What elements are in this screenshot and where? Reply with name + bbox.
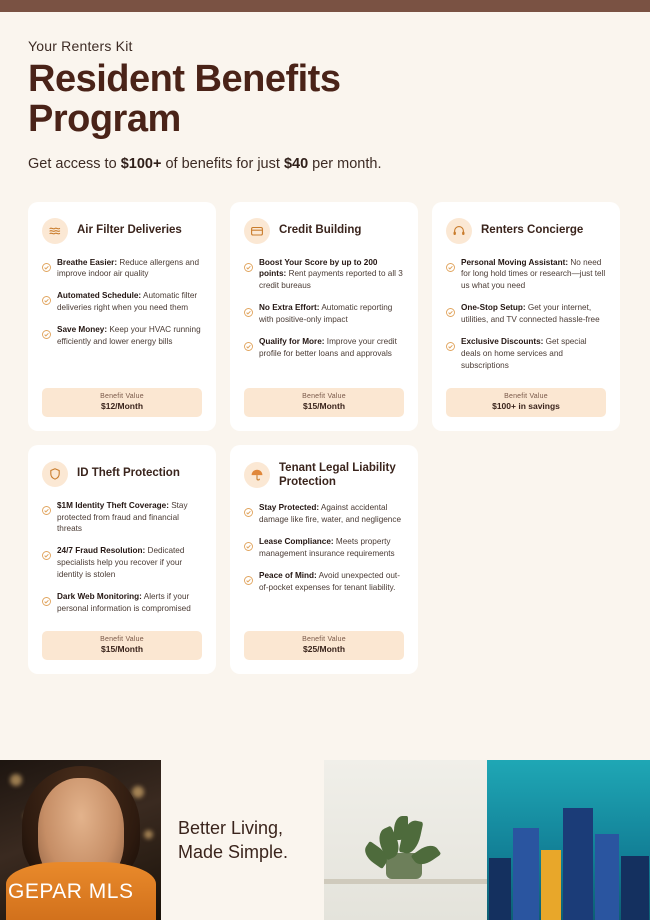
bullet-body: Stay protected from fraud and financial threats bbox=[57, 500, 188, 534]
bullet-lead: Boost Your Score by up to 200 points: bbox=[259, 257, 378, 279]
check-icon bbox=[42, 593, 51, 615]
bullet-text bbox=[259, 570, 404, 594]
bullet-item bbox=[244, 502, 404, 526]
check-icon bbox=[42, 292, 51, 314]
card-bullets bbox=[42, 257, 202, 382]
benefit-cards-grid bbox=[28, 202, 622, 674]
benefit-card[interactable] bbox=[28, 445, 216, 674]
bullet-lead: One-Stop Setup: bbox=[461, 303, 526, 313]
bullet-body: Improve your credit profile for better loans and approvals bbox=[259, 336, 397, 358]
bullet-text bbox=[57, 591, 202, 615]
air-filter-icon bbox=[42, 218, 68, 244]
check-icon bbox=[244, 572, 253, 594]
bullet-body: Alerts if your personal information is compromised bbox=[57, 592, 191, 613]
page-subtitle bbox=[28, 154, 398, 176]
subtitle-mid: of benefits for just bbox=[161, 155, 284, 172]
benefit-value-label: Benefit Value bbox=[504, 392, 548, 400]
bullet-item bbox=[244, 257, 404, 293]
card-bullets bbox=[446, 257, 606, 382]
bullet-text bbox=[259, 536, 404, 560]
subtitle-prefix: Get access to bbox=[28, 155, 121, 172]
bullet-body: Keep your HVAC running efficiently and lower energy bills bbox=[57, 325, 201, 346]
benefit-card[interactable] bbox=[230, 445, 418, 674]
benefit-value-amount: $25/Month bbox=[302, 643, 346, 654]
check-icon bbox=[244, 259, 253, 293]
bullet-text bbox=[259, 257, 404, 293]
bullet-body: Against accidental damage like fire, water, and negligence bbox=[259, 503, 402, 525]
card-bullets bbox=[244, 502, 404, 624]
subtitle-suffix: per month. bbox=[308, 155, 382, 172]
bullet-text bbox=[259, 302, 404, 326]
top-accent-bar bbox=[0, 0, 650, 12]
footer-tagline-line2: Made Simple. bbox=[178, 842, 289, 862]
bullet-body: Get your internet, utilities, and TV connected hassle-free bbox=[461, 303, 600, 325]
bullet-body: Dedicated specialists help you recover if your identity is stolen bbox=[57, 546, 185, 580]
check-icon bbox=[42, 547, 51, 581]
benefit-card[interactable] bbox=[432, 202, 620, 431]
bullet-body: Avoid unexpected out-of-pocket expenses for tenant liability. bbox=[259, 570, 400, 592]
benefit-value-amount: $15/Month bbox=[302, 400, 346, 411]
credit-card-icon bbox=[244, 218, 270, 244]
resident-photo bbox=[0, 760, 161, 920]
page-content bbox=[0, 12, 650, 674]
bullet-text bbox=[57, 545, 202, 581]
benefit-value-amount: $12/Month bbox=[100, 400, 144, 411]
bullet-item bbox=[446, 302, 606, 326]
benefit-card[interactable] bbox=[28, 202, 216, 431]
card-title: Renters Concierge bbox=[481, 224, 584, 237]
bullet-body: Automatic filter deliveries right when you need them bbox=[57, 291, 198, 313]
benefit-value-label: Benefit Value bbox=[302, 392, 346, 400]
bullet-text bbox=[57, 324, 202, 348]
shelf-shape bbox=[324, 879, 487, 884]
card-bullets bbox=[244, 257, 404, 382]
bullet-lead: Dark Web Monitoring: bbox=[57, 592, 142, 601]
bullet-item bbox=[42, 324, 202, 348]
bullet-item bbox=[42, 290, 202, 314]
bullet-item bbox=[446, 336, 606, 372]
bullet-item bbox=[446, 257, 606, 293]
bullet-text bbox=[57, 500, 202, 536]
city-skyline-photo bbox=[487, 760, 650, 920]
card-bullets bbox=[42, 500, 202, 625]
bullet-text bbox=[461, 336, 606, 372]
check-icon bbox=[244, 538, 253, 560]
footer-tagline bbox=[178, 816, 288, 865]
bullet-body: Get special deals on home services and subscriptions bbox=[461, 336, 587, 370]
bullet-lead: Lease Compliance: bbox=[259, 537, 334, 547]
benefit-value-box bbox=[446, 388, 606, 417]
check-icon bbox=[446, 259, 455, 293]
bullet-text bbox=[259, 336, 404, 360]
check-icon bbox=[42, 326, 51, 348]
card-title: Credit Building bbox=[279, 224, 362, 237]
interior-plant-photo bbox=[324, 760, 487, 920]
check-icon bbox=[446, 304, 455, 326]
card-title: Air Filter Deliveries bbox=[77, 224, 182, 237]
benefit-value-box bbox=[42, 631, 202, 660]
bullet-lead: $1M Identity Theft Coverage: bbox=[57, 500, 169, 510]
bullet-text bbox=[57, 257, 202, 281]
benefit-value-label: Benefit Value bbox=[100, 392, 144, 400]
card-header bbox=[244, 461, 404, 490]
bullet-item bbox=[42, 500, 202, 536]
card-header bbox=[42, 218, 202, 244]
bullet-lead: Peace of Mind: bbox=[259, 570, 317, 580]
bullet-item bbox=[244, 302, 404, 326]
bullet-text bbox=[57, 290, 202, 314]
check-icon bbox=[244, 338, 253, 360]
bullet-text bbox=[259, 502, 404, 526]
check-icon bbox=[244, 504, 253, 526]
benefit-value-label: Benefit Value bbox=[100, 635, 144, 643]
card-header bbox=[244, 218, 404, 244]
bullet-body: Automatic reporting with positive-only impact bbox=[259, 303, 393, 325]
footer-strip bbox=[0, 760, 650, 920]
benefit-value-box bbox=[42, 388, 202, 417]
bullet-item bbox=[42, 591, 202, 615]
bullet-lead: Breathe Easier: bbox=[57, 257, 118, 267]
bullet-item bbox=[244, 336, 404, 360]
benefit-card[interactable] bbox=[230, 202, 418, 431]
check-icon bbox=[42, 259, 51, 281]
bullet-item bbox=[42, 257, 202, 281]
check-icon bbox=[446, 338, 455, 372]
headset-icon bbox=[446, 218, 472, 244]
footer-tagline-block bbox=[161, 760, 324, 920]
subtitle-benefit-value: $100+ bbox=[120, 155, 162, 172]
bullet-lead: Stay Protected: bbox=[259, 503, 320, 513]
bullet-text bbox=[461, 257, 606, 293]
bullet-lead: No Extra Effort: bbox=[259, 303, 320, 313]
bullet-lead: Exclusive Discounts: bbox=[461, 336, 544, 346]
bullet-item bbox=[244, 536, 404, 560]
bullet-text bbox=[461, 302, 606, 326]
bullet-body: No need for long hold times or research—just tell us what you need bbox=[461, 257, 606, 291]
check-icon bbox=[244, 304, 253, 326]
benefit-value-box bbox=[244, 388, 404, 417]
bullet-lead: Personal Moving Assistant: bbox=[461, 257, 569, 267]
bullet-lead: Save Money: bbox=[57, 325, 108, 335]
umbrella-icon bbox=[244, 462, 270, 488]
card-header bbox=[446, 218, 606, 244]
benefit-value-label: Benefit Value bbox=[302, 635, 346, 643]
bullet-item bbox=[244, 570, 404, 594]
subtitle-price: $40 bbox=[283, 155, 309, 172]
benefit-value-amount: $15/Month bbox=[100, 643, 144, 654]
bullet-lead: Qualify for More: bbox=[259, 336, 325, 346]
bullet-body: Reduce allergens and improve indoor air quality bbox=[57, 257, 200, 279]
card-header bbox=[42, 461, 202, 487]
eyebrow-text: Your Renters Kit bbox=[28, 38, 133, 54]
bullet-body: Meets property management insurance requirements bbox=[259, 537, 395, 559]
page-title: Resident Benefits Program bbox=[28, 58, 341, 140]
card-title: Tenant Legal Liability Protection bbox=[279, 461, 396, 489]
benefit-value-box bbox=[244, 631, 404, 660]
footer-tagline-line1: Better Living, bbox=[178, 817, 284, 838]
bullet-item bbox=[42, 545, 202, 581]
bullet-lead: 24/7 Fraud Resolution: bbox=[57, 546, 146, 556]
bullet-lead: Automated Schedule: bbox=[57, 291, 142, 301]
shield-icon bbox=[42, 461, 68, 487]
benefit-value-amount: $100+ in savings bbox=[492, 400, 560, 411]
bullet-body: Rent payments reported to all 3 credit bureaus bbox=[259, 269, 403, 291]
check-icon bbox=[42, 502, 51, 536]
brand-logo: GEPAR MLS bbox=[8, 880, 134, 903]
card-title: ID Theft Protection bbox=[77, 467, 180, 480]
